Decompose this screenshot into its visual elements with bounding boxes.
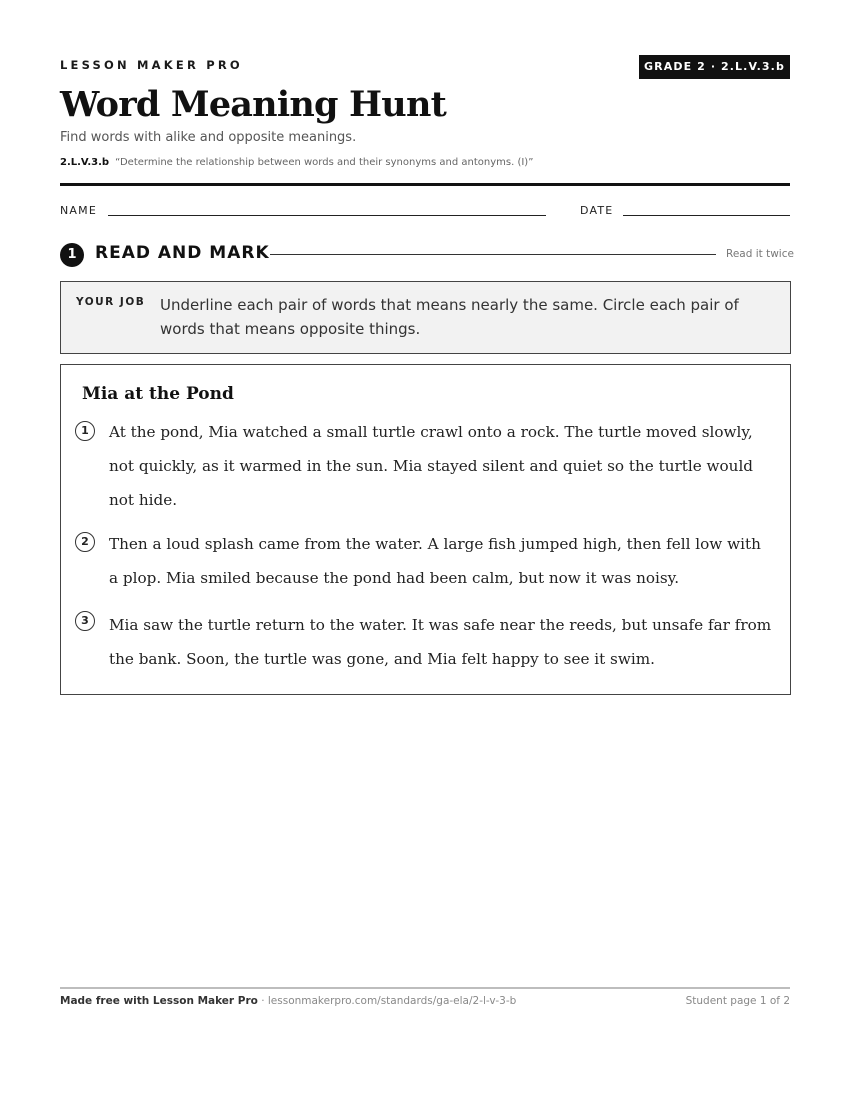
standard-text: “Determine the relationship between words and their synonyms and antonyms. (I)”	[115, 157, 534, 168]
standard-code: 2.L.V.3.b	[60, 157, 110, 168]
footer-page-number: Student page 1 of 2	[685, 995, 790, 1007]
standard-line	[60, 157, 533, 168]
job-text: Underline each pair of words that means nearly the same. Circle each pair of words that means opposite things.	[160, 296, 739, 338]
section-number-badge: 1	[60, 243, 84, 267]
paragraph-number-badge: 3	[75, 611, 95, 631]
story-title: Mia at the Pond	[82, 384, 234, 404]
section-hint: Read it twice	[726, 248, 794, 260]
paragraph-text: At the pond, Mia watched a small turtle crawl onto a rock. The turtle moved slowly, not quickly, as it warmed in the sun. Mia stayed silent and quiet so the turtle would not hide.	[109, 423, 754, 509]
section-title: READ AND MARK	[95, 243, 270, 263]
date-field[interactable]	[623, 215, 790, 216]
name-label: NAME	[60, 204, 97, 217]
date-label: DATE	[580, 204, 614, 217]
footer-divider	[60, 987, 790, 989]
page-subtitle: Find words with alike and opposite meanings.	[60, 130, 357, 145]
job-instructions-box	[60, 281, 791, 354]
header-divider	[60, 183, 790, 186]
job-label: YOUR JOB	[76, 296, 146, 308]
paragraph-number-badge: 1	[75, 421, 95, 441]
story-passage	[60, 364, 791, 695]
grade-badge: GRADE 2 · 2.L.V.3.b	[639, 55, 790, 79]
footer-url-link[interactable]: lessonmakerpro.com/standards/ga-ela/2-l-v-3-b	[267, 995, 517, 1007]
footer-credit	[60, 995, 516, 1007]
page-title: Word Meaning Hunt	[60, 84, 446, 125]
brand-name: LESSON MAKER PRO	[60, 58, 243, 72]
section-divider	[270, 254, 716, 255]
footer-made-with: Made free with Lesson Maker Pro	[60, 995, 258, 1007]
footer-separator: ·	[257, 995, 268, 1007]
name-field[interactable]	[108, 215, 546, 216]
paragraph-text: Then a loud splash came from the water. A large fish jumped high, then fell low with a plop. Mia smiled because the pond had been calm, but now it was noisy.	[109, 535, 761, 587]
paragraph-text: Mia saw the turtle return to the water. It was safe near the reeds, but unsafe far from the bank. Soon, the turtle was gone, and Mia felt happy to see it swim.	[109, 616, 772, 668]
paragraph-number-badge: 2	[75, 532, 95, 552]
